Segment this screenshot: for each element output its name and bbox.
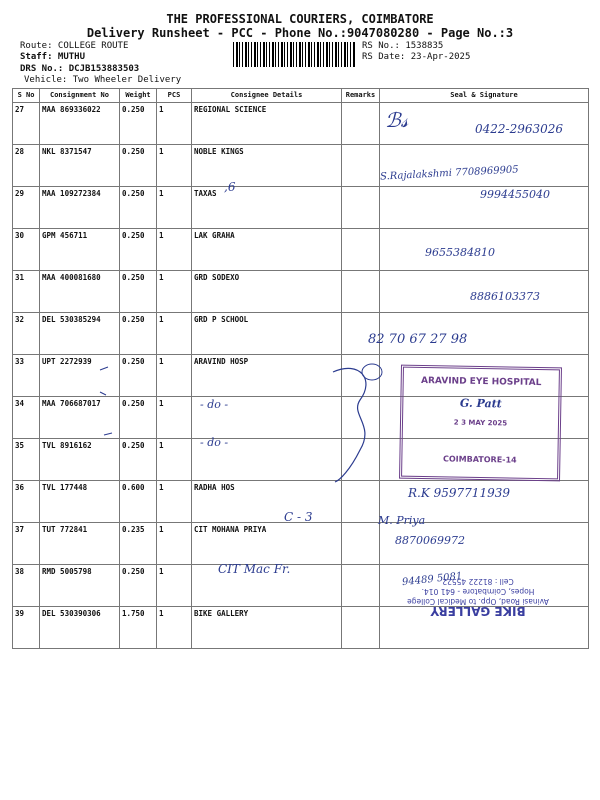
col-sno: S No [13,89,40,103]
cell-pcs: 1 [157,313,192,355]
cell-sno: 32 [13,313,40,355]
handwritten-ditto-34: - do - [200,398,229,411]
col-consignment: Consignment No [40,89,120,103]
cell-sno: 33 [13,355,40,397]
cell-consignee: CIT MOHANA PRIYA [192,523,342,565]
cell-pcs: 1 [157,397,192,439]
runsheet-subtitle: Delivery Runsheet - PCC - Phone No.:9047080280 - Page No.:3 [86,26,514,40]
bike-gallery-stamp [378,576,578,616]
bike-stamp-title: BIKE GALLERY [430,604,526,618]
handwritten-note-38: CIT Mac Fr. [218,562,291,576]
cell-sno: 31 [13,271,40,313]
cell-weight: 0.250 [120,439,157,481]
runsheet-title: THE PROFESSIONAL COURIERS, COIMBATORE [166,12,434,26]
handwritten-note-29: ,6 [224,180,236,194]
handwritten-phone-31: 8886103373 [470,290,540,303]
cell-weight: 0.250 [120,103,157,145]
handwritten-phone-36: R.K 9597711939 [408,486,510,500]
cell-consignee: BIKE GALLERY [192,607,342,649]
cell-sno: 28 [13,145,40,187]
handwritten-phone-30: 9655384810 [425,246,495,259]
cell-consignment: TUT 772841 [40,523,120,565]
col-remarks: Remarks [342,89,380,103]
bike-stamp-cell: Cell : 81222 45522 [442,577,514,586]
cell-consignment: MAA 109272384 [40,187,120,229]
cell-consignment: RMD 5005798 [40,565,120,607]
stamp-date: 2 3 MAY 2025 [453,418,508,428]
cell-consignment: UPT 2272939 [40,355,120,397]
col-consignee: Consignee Details [192,89,342,103]
cell-consignment: TVL 177448 [40,481,120,523]
col-pcs: PCS [157,89,192,103]
cell-sno: 30 [13,229,40,271]
handwritten-phone-38: 94489 5081 [401,570,463,589]
cell-consignment: MAA 869336022 [40,103,120,145]
cell-weight: 0.250 [120,271,157,313]
cell-weight: 0.250 [120,229,157,271]
cell-pcs: 1 [157,565,192,607]
bike-stamp-city: Hopes, Coimbatore - 641 014. [421,587,535,596]
cell-sno: 34 [13,397,40,439]
cell-consignment: MAA 706687017 [40,397,120,439]
cell-pcs: 1 [157,607,192,649]
cell-pcs: 1 [157,439,192,481]
signature-scribble: ℬ𝓈 [385,108,409,132]
cell-sno: 29 [13,187,40,229]
cell-pcs: 1 [157,103,192,145]
rs-number: RS No.: 1538835 [362,41,444,51]
cell-weight: 0.600 [120,481,157,523]
stamp-city: COIMBATORE-14 [442,454,517,465]
handwritten-phone-29: 9994455040 [480,188,550,201]
cell-sno: 27 [13,103,40,145]
cell-consignee: LAK GRAHA [192,229,342,271]
cell-pcs: 1 [157,187,192,229]
cell-sno: 39 [13,607,40,649]
cell-consignee: NOBLE KINGS [192,145,342,187]
cell-consignment: NKL 8371547 [40,145,120,187]
stamp-title: ARAVIND EYE HOSPITAL [420,375,542,389]
handwritten-name-29: S.Rajalakshmi 7708969905 [379,164,519,183]
cell-weight: 0.250 [120,565,157,607]
cell-sno: 36 [13,481,40,523]
cell-pcs: 1 [157,523,192,565]
cell-pcs: 1 [157,355,192,397]
rs-date: RS Date: 23-Apr-2025 [362,52,471,62]
cell-weight: 0.250 [120,313,157,355]
vehicle-label: Vehicle: Two Wheeler Delivery [24,75,182,85]
handwritten-phone-32: 82 70 67 27 98 [368,332,468,347]
drs-number: DRS No.: DCJB153883503 [20,64,140,74]
cell-consignee: GRD SODEXO [192,271,342,313]
stamp-signature: G. Patt [459,396,502,411]
cell-sno: 35 [13,439,40,481]
cell-weight: 0.250 [120,397,157,439]
handwritten-name-37: M. Priya [378,514,426,527]
cell-consignee: REGIONAL SCIENCE [192,103,342,145]
handwritten-phone-27: 0422-2963026 [475,122,564,136]
cell-consignee: GRD P SCHOOL [192,313,342,355]
handwritten-note-37: C - 3 [284,510,313,524]
bike-stamp-address: Avinasi Road, Opp. to Medical College [407,597,549,606]
cell-weight: 0.235 [120,523,157,565]
handwritten-ditto-35: - do - [200,436,229,449]
hospital-stamp [399,365,562,482]
cell-consignee: ARAVIND HOSP [192,355,342,397]
route-label: Route: COLLEGE ROUTE [20,41,129,51]
cell-sno: 37 [13,523,40,565]
cell-consignment: DEL 530390306 [40,607,120,649]
cell-pcs: 1 [157,145,192,187]
cell-consignment: MAA 400081680 [40,271,120,313]
cell-weight: 1.750 [120,607,157,649]
cell-pcs: 1 [157,481,192,523]
cell-sno: 38 [13,565,40,607]
cell-consignment: DEL 530385294 [40,313,120,355]
cell-weight: 0.250 [120,145,157,187]
cell-pcs: 1 [157,271,192,313]
cell-consignee: TAXAS [192,187,342,229]
cell-weight: 0.250 [120,187,157,229]
cell-consignment: GPM 456711 [40,229,120,271]
cell-consignment: TVL 8916162 [40,439,120,481]
col-seal-signature: Seal & Signature [380,89,589,103]
cell-consignee: RADHA HOS [192,481,342,523]
staff-label: Staff: MUTHU [20,52,86,62]
col-weight: Weight [120,89,157,103]
cell-weight: 0.250 [120,355,157,397]
handwritten-phone-37: 8870069972 [395,534,465,547]
cell-pcs: 1 [157,229,192,271]
